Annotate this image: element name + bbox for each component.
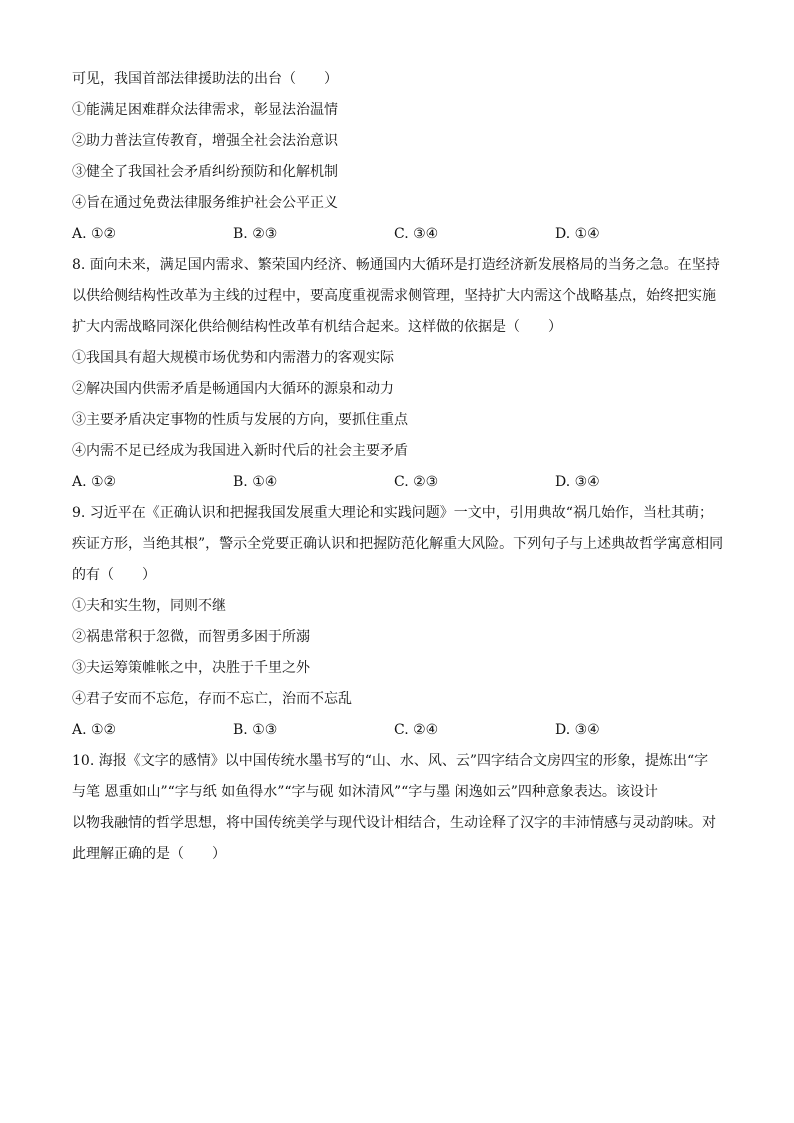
question-8-option-a: A. ①② — [72, 474, 117, 490]
question-9-item-1: ①夫和实生物，同则不继 — [72, 598, 226, 614]
question-7 — [72, 64, 732, 250]
question-7-options — [72, 219, 732, 250]
question-7-option-d: D. ①④ — [555, 226, 600, 242]
question-8-stem-line-3: 扩大内需战略同深化供给侧结构性改革有机结合起来。这样做的依据是（ ） — [72, 319, 562, 335]
question-8-option-d: D. ③④ — [555, 474, 600, 490]
question-9-options — [72, 715, 732, 746]
question-10 — [72, 746, 732, 870]
question-8-item-3: ③主要矛盾决定事物的性质与发展的方向，要抓住重点 — [72, 412, 408, 428]
question-8-options — [72, 467, 732, 498]
question-9-stem-line-2: 疾证方形，当绝其根”，警示全党要正确认识和把握防范化解重大风险。下列句子与上述典故哲学寓意相同 — [72, 536, 724, 552]
question-8-option-b: B. ①④ — [233, 474, 278, 490]
question-8-option-c: C. ②③ — [394, 474, 439, 490]
question-9-option-d: D. ③④ — [555, 722, 600, 738]
question-7-item-4: ④旨在通过免费法律服务维护社会公平正义 — [72, 195, 338, 211]
question-9-stem-line-1: 9. 习近平在《正确认识和把握我国发展重大理论和实践问题》一文中，引用典故“祸几始作，当杜其萌； — [72, 505, 713, 521]
question-9-stem-line-3: 的有（ ） — [72, 567, 156, 583]
question-8-item-4: ④内需不足已经成为我国进入新时代后的社会主要矛盾 — [72, 443, 408, 459]
question-9-option-b: B. ①③ — [233, 722, 278, 738]
question-8-stem-line-2: 以供给侧结构性改革为主线的过程中，要高度重视需求侧管理，坚持扩大内需这个战略基点，始终把实施 — [72, 288, 716, 304]
question-7-stem: 可见，我国首部法律援助法的出台（ ） — [72, 71, 338, 87]
question-9-option-c: C. ②④ — [394, 722, 439, 738]
question-9-option-a: A. ①② — [72, 722, 117, 738]
question-9 — [72, 498, 732, 746]
question-10-stem-line-4: 此理解正确的是（ ） — [72, 846, 226, 862]
question-10-stem-line-3: 以物我融情的哲学思想，将中国传统美学与现代设计相结合，生动诠释了汉字的丰沛情感与灵动韵味。对 — [72, 815, 716, 831]
question-7-option-b: B. ②③ — [233, 226, 278, 242]
question-7-item-3: ③健全了我国社会矛盾纠纷预防和化解机制 — [72, 164, 338, 180]
question-7-option-a: A. ①② — [72, 226, 117, 242]
question-9-item-3: ③夫运筹策帷帐之中，决胜于千里之外 — [72, 660, 310, 676]
question-10-stem-line-2: 与笔 恩重如山”“字与纸 如鱼得水”“字与砚 如沐清风”“字与墨 闲逸如云”四种意象表达。该设计 — [72, 784, 658, 800]
exam-page — [72, 64, 732, 870]
question-8-item-2: ②解决国内供需矛盾是畅通国内大循环的源泉和动力 — [72, 381, 394, 397]
question-8-stem-line-1: 8. 面向未来，满足国内需求、繁荣国内经济、畅通国内大循环是打造经济新发展格局的当务之急。在坚持 — [72, 257, 720, 273]
question-9-item-2: ②祸患常积于忽微，而智勇多困于所溺 — [72, 629, 310, 645]
question-8 — [72, 250, 732, 498]
question-7-item-1: ①能满足困难群众法律需求，彰显法治温情 — [72, 102, 338, 118]
question-10-stem-line-1: 10. 海报《文字的感情》以中国传统水墨书写的“山、水、风、云”四字结合文房四宝的形象，提炼出“字 — [72, 753, 709, 769]
question-8-item-1: ①我国具有超大规模市场优势和内需潜力的客观实际 — [72, 350, 394, 366]
question-7-option-c: C. ③④ — [394, 226, 439, 242]
question-9-item-4: ④君子安而不忘危，存而不忘亡，治而不忘乱 — [72, 691, 352, 707]
question-7-item-2: ②助力普法宣传教育，增强全社会法治意识 — [72, 133, 338, 149]
